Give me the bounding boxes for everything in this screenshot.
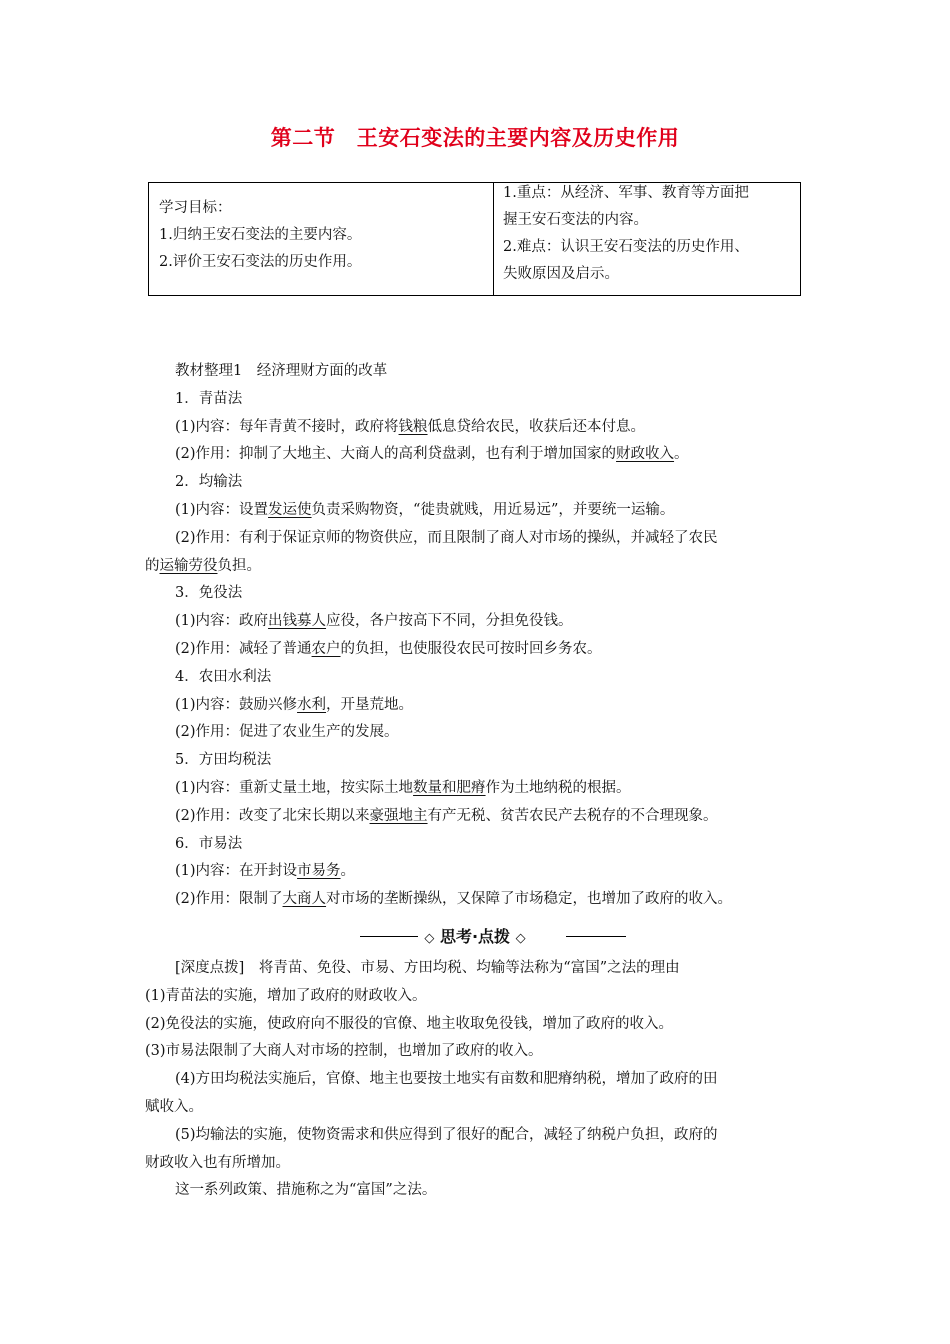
diamond-icon: ◇ <box>515 931 526 946</box>
text-segment: 。 <box>674 446 689 463</box>
law-title: 6．市易法 <box>175 835 243 852</box>
answer-blank: 农户 <box>311 640 341 657</box>
answer-blank: 豪强地主 <box>369 807 428 824</box>
deep-analysis <box>145 955 825 1205</box>
page-title: 第二节 王安石变法的主要内容及历史作用 <box>270 126 680 150</box>
answer-blank: 大商人 <box>282 891 327 908</box>
answer-blank: 水利 <box>297 696 327 713</box>
law-effect <box>145 803 825 831</box>
law-effect-cont <box>145 553 825 581</box>
answer-blank: 出钱募人 <box>268 613 327 630</box>
think-banner <box>0 923 950 951</box>
deep-line: (5)均输法的实施，使物资需求和供应得到了很好的配合，减轻了纳税户负担，政府的 <box>175 1126 718 1143</box>
answer-blank: 钱粮 <box>398 418 428 435</box>
law-effect <box>145 441 825 469</box>
law-effect <box>145 886 825 914</box>
textbook-content <box>145 358 825 914</box>
law-content <box>145 608 825 636</box>
deep-line: 赋收入。 <box>145 1098 203 1115</box>
law-content <box>145 414 825 442</box>
text-segment: (2)作用：限制了 <box>175 891 283 908</box>
text-segment: (2)作用：改变了北宋长期以来 <box>175 807 370 824</box>
deep-line: (4)方田均税法实施后，官僚、地主也要按土地实有亩数和肥瘠纳税，增加了政府的田 <box>175 1071 718 1088</box>
answer-blank: 发运使 <box>268 501 312 518</box>
law-title: 5．方田均税法 <box>175 752 272 769</box>
text-segment: 负责采购物资，“徙贵就贱，用近易远”，并要统一运输。 <box>311 501 675 518</box>
goals-label: 学习目标： <box>159 200 232 216</box>
text-segment: 低息贷给农民，收获后还本付息。 <box>427 418 646 435</box>
text-segment: 作为土地纳税的根据。 <box>485 779 631 796</box>
text-segment: (2)作用：减轻了普通 <box>175 640 312 657</box>
answer-blank: 运输劳役 <box>159 557 218 574</box>
deep-line: 财政收入也有所增加。 <box>145 1154 290 1171</box>
deep-line: 这一系列政策、措施称之为“富国”之法。 <box>175 1182 437 1199</box>
law-effect <box>145 525 825 553</box>
law-title: 4．农田水利法 <box>175 668 272 685</box>
key-point-line: 握王安石变法的内容。 <box>503 212 648 228</box>
law-title: 3．免役法 <box>175 585 243 602</box>
text-segment: (2)作用：抑制了大地主、大商人的高利贷盘剥，也有利于增加国家的 <box>175 446 617 463</box>
deep-lead: [深度点拨] 将青苗、免役、市易、方田均税、均输等法称为“富国”之法的理由 <box>175 960 680 976</box>
text-segment: 对市场的垄断操纵，又保障了市场稳定，也增加了政府的收入。 <box>326 891 733 908</box>
text-segment: 应役，各户按高下不同，分担免役钱。 <box>326 613 573 630</box>
key-points-cell <box>503 180 799 288</box>
answer-blank: 市易务 <box>297 863 341 880</box>
deep-lines <box>145 983 825 1205</box>
text-segment: (2)作用：有利于保证京师的物资供应，而且限制了商人对市场的操纵，并减轻了农民 <box>175 529 718 546</box>
key-point-line: 2.难点：认识王安石变法的历史作用、 <box>503 239 749 255</box>
text-segment: (1)内容：鼓励兴修 <box>175 696 298 713</box>
laws-list <box>145 386 825 914</box>
law-effect <box>145 719 825 747</box>
text-segment: (1)内容：重新丈量土地，按实际土地 <box>175 779 414 796</box>
text-segment: 。 <box>340 863 356 880</box>
law-content <box>145 692 825 720</box>
text-segment: (1)内容：设置 <box>175 501 269 518</box>
banner-label: 思考·点拨 <box>439 927 511 946</box>
answer-blank: 财政收入 <box>616 446 675 463</box>
text-segment: (2)作用：促进了农业生产的发展。 <box>175 724 399 741</box>
deep-line: (1)青苗法的实施，增加了政府的财政收入。 <box>145 987 427 1004</box>
law-content <box>145 497 825 525</box>
law-content <box>145 775 825 803</box>
law-title: 2．均输法 <box>175 474 243 491</box>
key-point-line: 失败原因及启示。 <box>503 266 619 282</box>
law-effect <box>145 636 825 664</box>
text-segment: (1)内容：政府 <box>175 613 269 630</box>
text-segment: ，开垦荒地。 <box>326 696 414 713</box>
learning-goals-table <box>148 182 801 296</box>
diamond-icon: ◇ <box>424 931 435 946</box>
text-segment: (1)内容：每年青黄不接时，政府将 <box>175 418 399 435</box>
text-segment: 的 <box>145 557 160 574</box>
goals-cell <box>159 195 485 276</box>
text-segment: 的负担，也使服役农民可按时回乡务农。 <box>340 640 602 657</box>
table-divider <box>493 183 494 295</box>
text-segment: (1)内容：在开封设 <box>175 863 298 880</box>
deep-line: (3)市易法限制了大商人对市场的控制，也增加了政府的收入。 <box>145 1043 543 1060</box>
banner-title <box>0 923 950 953</box>
goal-item: 2.评价王安石变法的历史作用。 <box>159 254 362 270</box>
answer-blank: 数量和肥瘠 <box>413 779 486 796</box>
deep-line: (2)免役法的实施，使政府向不服役的官僚、地主收取免役钱，增加了政府的收入。 <box>145 1015 674 1032</box>
law-content <box>145 858 825 886</box>
law-title: 1．青苗法 <box>175 390 243 407</box>
text-segment: 有产无税、贫苦农民产去税存的不合理现象。 <box>427 807 718 824</box>
goal-item: 1.归纳王安石变法的主要内容。 <box>159 227 362 243</box>
key-point-line: 1.重点：从经济、军事、教育等方面把 <box>503 185 749 201</box>
text-segment: 负担。 <box>217 557 261 574</box>
section-heading: 教材整理1 经济理财方面的改革 <box>175 363 388 379</box>
